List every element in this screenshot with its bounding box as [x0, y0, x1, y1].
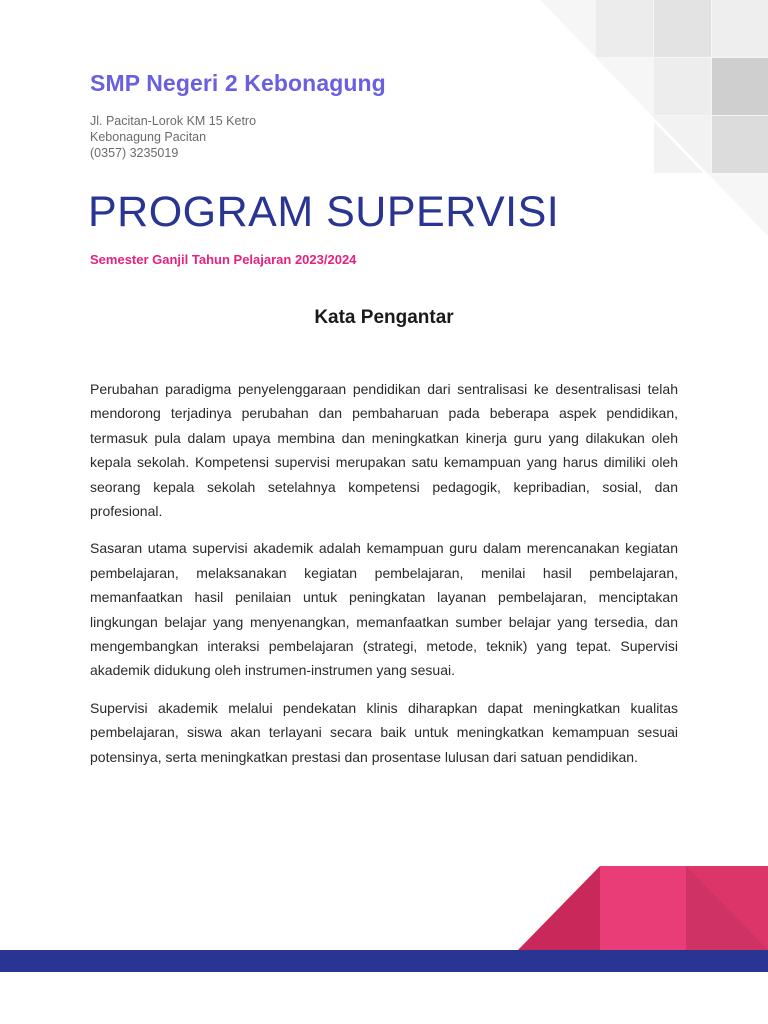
address-line-phone: (0357) 3235019	[90, 146, 179, 160]
document-subtitle: Semester Ganjil Tahun Pelajaran 2023/2024	[90, 252, 357, 267]
decorative-footer	[0, 864, 768, 1024]
paragraph: Sasaran utama supervisi akademik adalah kemampuan guru dalam merencanakan kegiatan pembelajaran, melaksanakan kegiatan pembelajaran, menilai hasil pembelajaran, memanfaatkan hasil penilaian untuk peningkatan layanan pembelajaran, menciptakan lingkungan belajar yang menyenangkan, memanfaatkan sumber belajar yang tersedia, dan mengembangkan interaksi pembelajaran (strategi, metode, teknik) yang tepat. Supervisi akademik didukung oleh instrumen-instrumen yang sesuai.	[90, 540, 678, 679]
document-title: PROGRAM SUPERVISI	[88, 188, 560, 236]
paragraph: Perubahan paradigma penyelenggaraan pendidikan dari sentralisasi ke desentralisasi telah mendorong terjadinya perubahan dan pembaharuan pada beberapa aspek pendidikan, termasuk pula dalam upaya membina dan meningkatkan kinerja guru yang dilakukan oleh kepala sekolah. Kompetensi supervisi merupakan satu kemampuan yang harus dimiliki oleh seorang kepala sekolah setelahnya kompetensi pedagogik, kepribadian, sosial, dan profesional.	[90, 381, 678, 520]
paragraph: Supervisi akademik melalui pendekatan klinis diharapkan dapat meningkatkan kualitas pembelajaran, siswa akan terlayani secara baik untuk meningkatkan kemampuan sesuai potensinya, serta meningkatkan prestasi dan prosentase lulusan dari satuan pendidikan.	[90, 699, 678, 765]
footer-square-pink	[600, 866, 686, 950]
school-address	[90, 113, 256, 161]
address-line-street: Jl. Pacitan-Lorok KM 15 Ketro	[90, 114, 257, 128]
section-heading: Kata Pengantar	[314, 307, 454, 328]
footer-band	[0, 950, 768, 972]
decorative-grey-squares	[540, 0, 768, 236]
footer-triangle-crimson	[518, 866, 600, 950]
body-text	[90, 377, 678, 782]
address-line-city: Kebonagung Pacitan	[90, 130, 207, 144]
school-name: SMP Negeri 2 Kebonagung	[90, 70, 386, 96]
